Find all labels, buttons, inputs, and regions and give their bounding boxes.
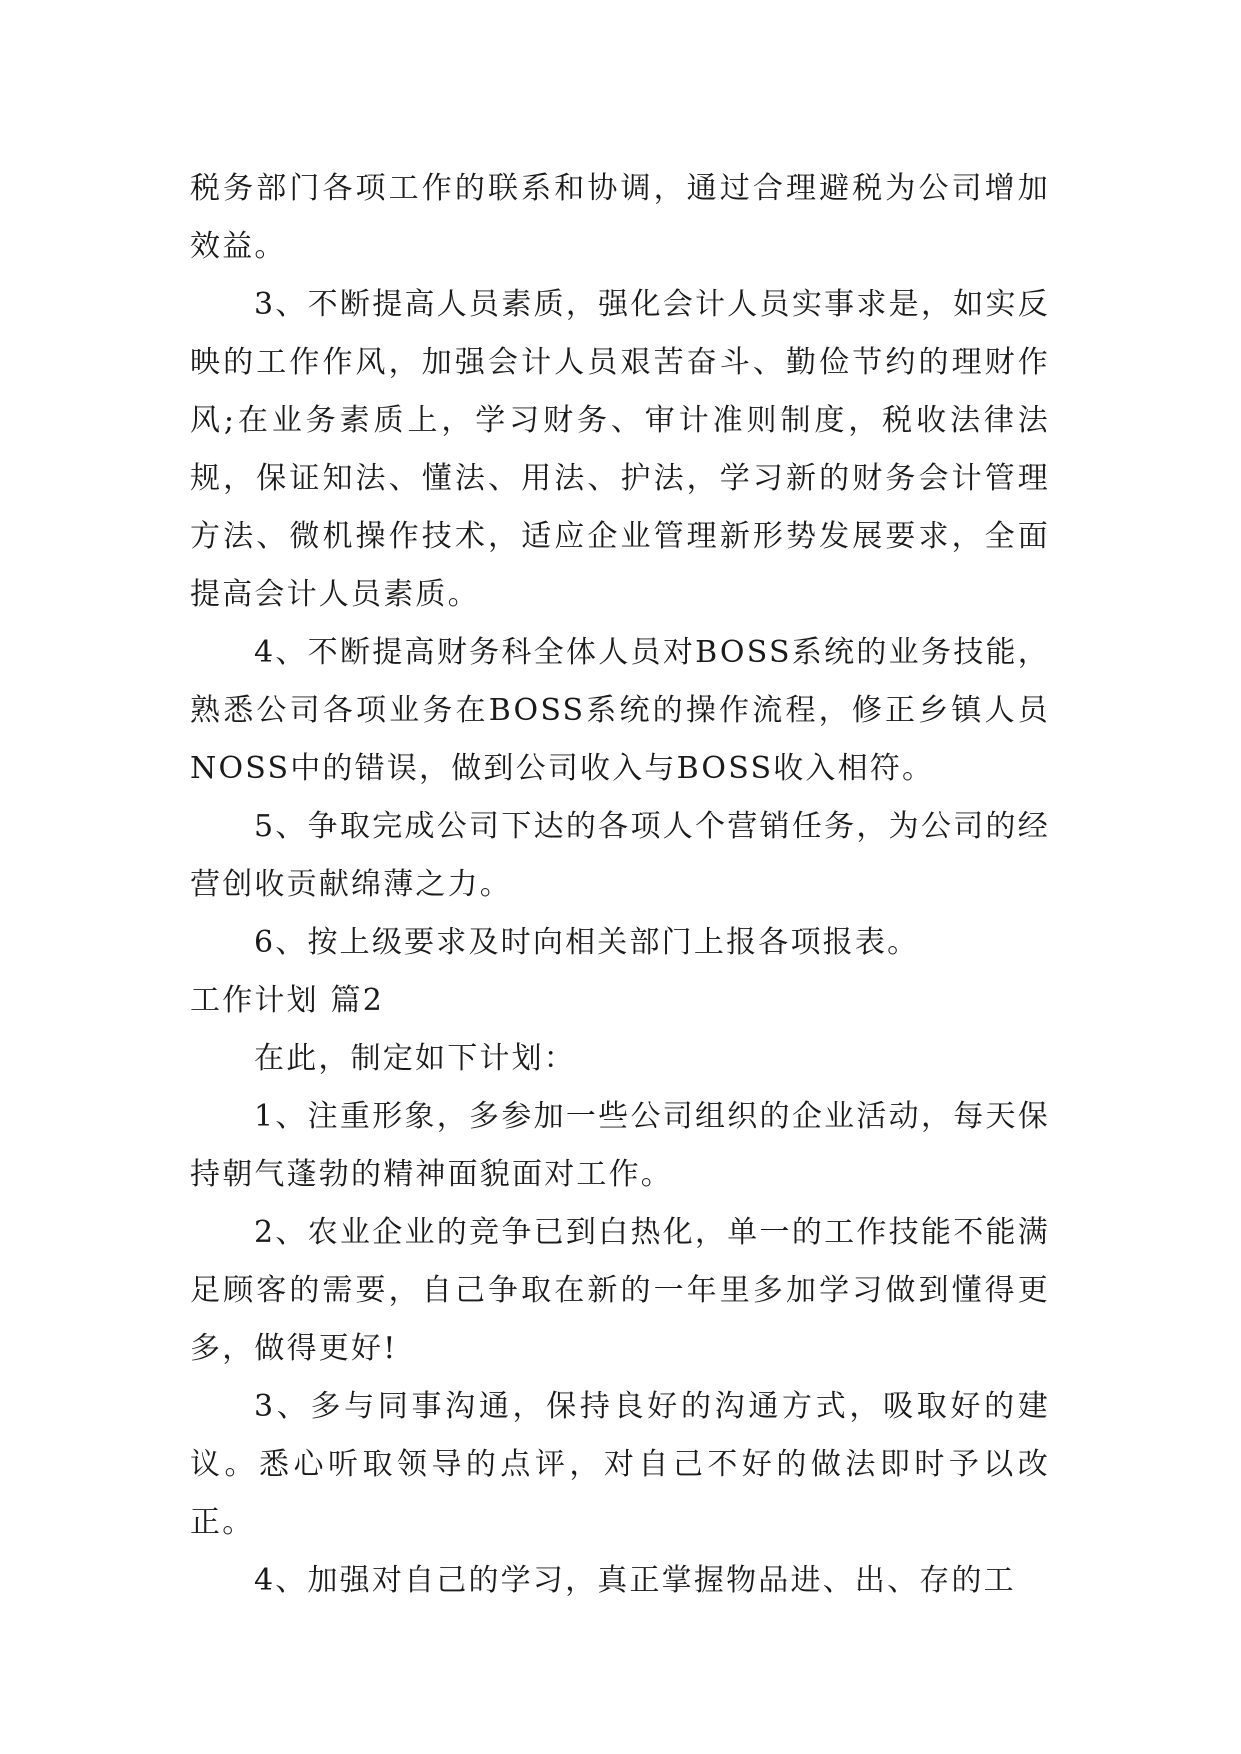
plan-item-1: 1、注重形象，多参加一些公司组织的企业活动，每天保持朝气蓬勃的精神面貌面对工作。 xyxy=(190,1099,1050,1192)
document-body xyxy=(190,160,1050,1610)
section-heading: 工作计划 篇2 xyxy=(190,983,385,1018)
paragraph-item-4: 4、不断提高财务科全体人员对BOSS系统的业务技能，熟悉公司各项业务在BOSS系统的操作流程，修正乡镇人员NOSS中的错误，做到公司收入与BOSS收入相符。 xyxy=(190,635,1050,786)
paragraph-item-6: 6、按上级要求及时向相关部门上报各项报表。 xyxy=(254,925,920,960)
plan-item-4: 4、加强对自己的学习，真正掌握物品进、出、存的工 xyxy=(254,1563,1016,1598)
paragraph-item-3: 3、不断提高人员素质，强化会计人员实事求是，如实反映的工作作风，加强会计人员艰苦奋斗、勤俭节约的理财作风;在业务素质上，学习财务、审计准则制度，税收法律法规，保证知法、懂法、用法、护法，学习新的财务会计管理方法、微机操作技术，适应企业管理新形势发展要求，全面提高会计人员素质。 xyxy=(190,287,1050,612)
paragraph-continuation: 税务部门各项工作的联系和协调，通过合理避税为公司增加效益。 xyxy=(190,171,1050,264)
section-intro: 在此，制定如下计划： xyxy=(254,1041,576,1076)
plan-item-2: 2、农业企业的竞争已到白热化，单一的工作技能不能满足顾客的需要，自己争取在新的一年里多加学习做到懂得更多，做得更好! xyxy=(190,1215,1050,1366)
plan-item-3: 3、多与同事沟通，保持良好的沟通方式，吸取好的建议。悉心听取领导的点评，对自己不好的做法即时予以改正。 xyxy=(190,1389,1050,1540)
paragraph-item-5: 5、争取完成公司下达的各项人个营销任务，为公司的经营创收贡献绵薄之力。 xyxy=(190,809,1050,902)
